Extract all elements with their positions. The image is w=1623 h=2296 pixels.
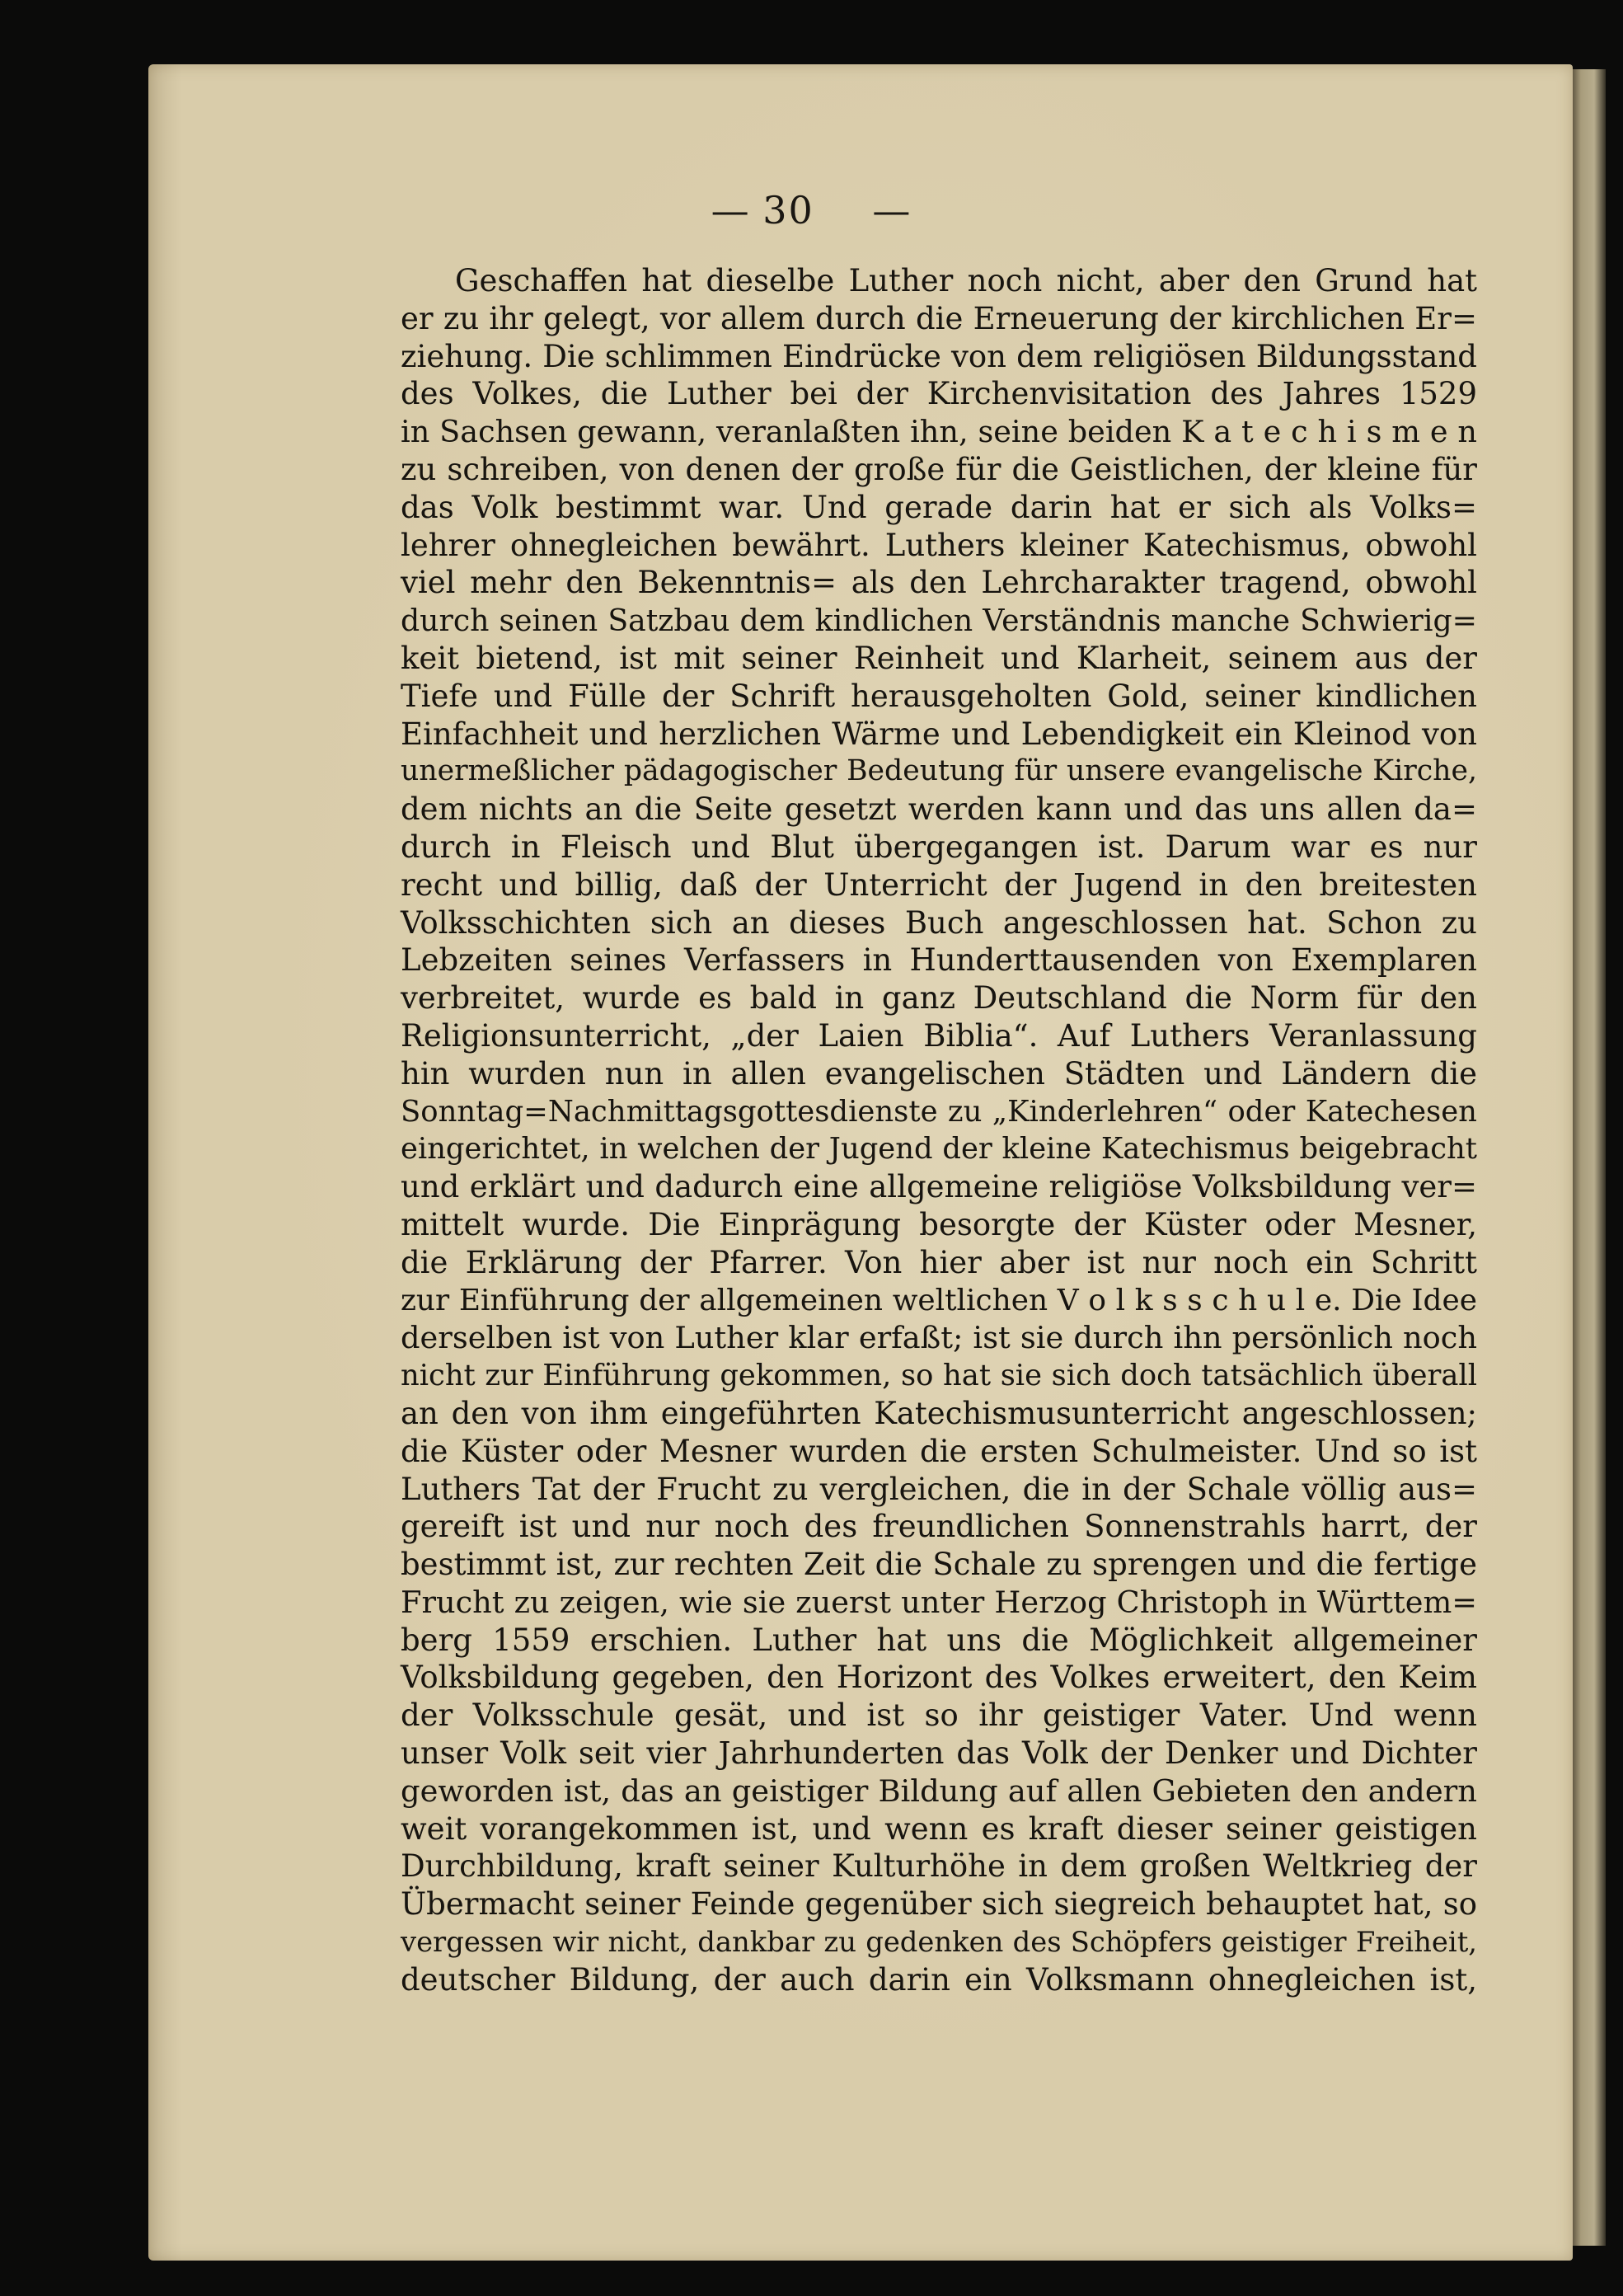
- text-line: in Sachsen gewann, veranlaßten ihn, seine beiden K a t e c h i s m e n: [401, 414, 1477, 450]
- text-line: die Erklärung der Pfarrer. Von hier aber ist nur noch ein Schritt: [401, 1244, 1477, 1280]
- text-line: bestimmt ist, zur rechten Zeit die Schale zu sprengen und die fertige: [401, 1547, 1477, 1583]
- text-line: lehrer ohnegleichen bewährt. Luthers kleiner Katechismus, obwohl: [401, 527, 1477, 563]
- text-line: Volksschichten sich an dieses Buch angeschlossen hat. Schon zu: [401, 904, 1477, 941]
- text-line: das Volk bestimmt war. Und gerade darin hat er sich als Volks=: [401, 489, 1477, 525]
- page-number-header: [0, 188, 1623, 232]
- text-line: Frucht zu zeigen, wie sie zuerst unter Herzog Christoph in Württem=: [401, 1584, 1477, 1620]
- text-line: keit bietend, ist mit seiner Reinheit und Klarheit, seinem aus der: [401, 640, 1477, 676]
- text-line: Geschaffen hat dieselbe Luther noch nicht, aber den Grund hat: [455, 263, 1477, 298]
- text-line: deutscher Bildung, der auch darin ein Volksmann ohnegleichen ist,: [401, 1961, 1477, 1998]
- text-line: viel mehr den Bekenntnis= als den Lehrcharakter tragend, obwohl: [401, 565, 1477, 601]
- text-line: Religionsunterricht, „der Laien Biblia“. Auf Luthers Veranlassung: [401, 1017, 1477, 1054]
- text-line: und erklärt und dadurch eine allgemeine religiöse Volksbildung ver=: [401, 1169, 1477, 1205]
- text-line: dem nichts an die Seite gesetzt werden kann und das uns allen da=: [401, 791, 1477, 828]
- text-line: unser Volk seit vier Jahrhunderten das Volk der Denker und Dichter: [401, 1735, 1477, 1772]
- page-number-dash-left: —: [711, 188, 751, 232]
- text-line: gereift ist und nur noch des freundlichen Sonnenstrahls harrt, der: [401, 1509, 1477, 1545]
- text-line: der Volksschule gesät, und ist so ihr geistiger Vater. Und wenn: [401, 1697, 1477, 1734]
- text-line: durch in Fleisch und Blut übergegangen ist. Darum war es nur: [401, 829, 1477, 865]
- page-number-dash-right: —: [872, 188, 912, 232]
- text-line: vergessen wir nicht, dankbar zu gedenken des Schöpfers geistiger Freiheit,: [401, 1926, 1477, 1959]
- text-line: nicht zur Einführung gekommen, so hat sie sich doch tatsächlich überall: [401, 1359, 1477, 1393]
- text-line: derselben ist von Luther klar erfaßt; ist sie durch ihn persönlich noch: [401, 1320, 1477, 1356]
- text-line: Übermacht seiner Feinde gegenüber sich siegreich behauptet hat, so: [401, 1886, 1477, 1923]
- text-line: zur Einführung der allgemeinen weltlichen V o l k s s c h u l e. Die Idee: [401, 1283, 1477, 1317]
- next-page-edge: [1573, 69, 1606, 2246]
- text-line: hin wurden nun in allen evangelischen Städten und Ländern die: [401, 1055, 1477, 1092]
- text-line: zu schreiben, von denen der große für die Geistlichen, der kleine für: [401, 451, 1477, 487]
- text-line: des Volkes, die Luther bei der Kirchenvisitation des Jahres 1529: [401, 376, 1477, 412]
- text-line: recht und billig, daß der Unterricht der Jugend in den breitesten: [401, 866, 1477, 903]
- text-line: Lebzeiten seines Verfassers in Hunderttausenden von Exemplaren: [401, 942, 1477, 979]
- text-line: verbreitet, wurde es bald in ganz Deutschland die Norm für den: [401, 980, 1477, 1017]
- text-line: er zu ihr gelegt, vor allem durch die Erneuerung der kirchlichen Er=: [401, 300, 1477, 336]
- body-text-block: [401, 262, 1477, 1999]
- text-line: Luthers Tat der Frucht zu vergleichen, die in der Schale völlig aus=: [401, 1471, 1477, 1507]
- page-number: 30: [762, 188, 814, 232]
- text-line: eingerichtet, in welchen der Jugend der kleine Katechismus beigebracht: [401, 1132, 1477, 1167]
- text-line: Durchbildung, kraft seiner Kulturhöhe in dem großen Weltkrieg der: [401, 1848, 1477, 1885]
- text-line: die Küster oder Mesner wurden die ersten Schulmeister. Und so ist: [401, 1433, 1477, 1469]
- text-line: ziehung. Die schlimmen Eindrücke von dem religiösen Bildungsstand: [401, 338, 1477, 374]
- text-line: geworden ist, das an geistiger Bildung auf allen Gebieten den andern: [401, 1772, 1477, 1809]
- text-line: Einfachheit und herzlichen Wärme und Lebendigkeit ein Kleinod von: [401, 716, 1477, 752]
- text-line: unermeßlicher pädagogischer Bedeutung für unsere evangelische Kirche,: [401, 754, 1477, 788]
- text-line: Sonntag=Nachmittagsgottesdienste zu „Kinderlehren“ oder Katechesen: [401, 1094, 1477, 1129]
- text-line: an den von ihm eingeführten Katechismusunterricht angeschlossen;: [401, 1395, 1477, 1431]
- text-line: durch seinen Satzbau dem kindlichen Verständnis manche Schwierig=: [401, 603, 1477, 639]
- text-line: Tiefe und Fülle der Schrift herausgeholten Gold, seiner kindlichen: [401, 678, 1477, 714]
- text-line: berg 1559 erschien. Luther hat uns die Möglichkeit allgemeiner: [401, 1622, 1477, 1658]
- text-line: Volksbildung gegeben, den Horizont des Volkes erweitert, den Keim: [401, 1660, 1477, 1696]
- text-line: weit vorangekommen ist, und wenn es kraft dieser seiner geistigen: [401, 1810, 1477, 1847]
- text-line: mittelt wurde. Die Einprägung besorgte der Küster oder Mesner,: [401, 1206, 1477, 1242]
